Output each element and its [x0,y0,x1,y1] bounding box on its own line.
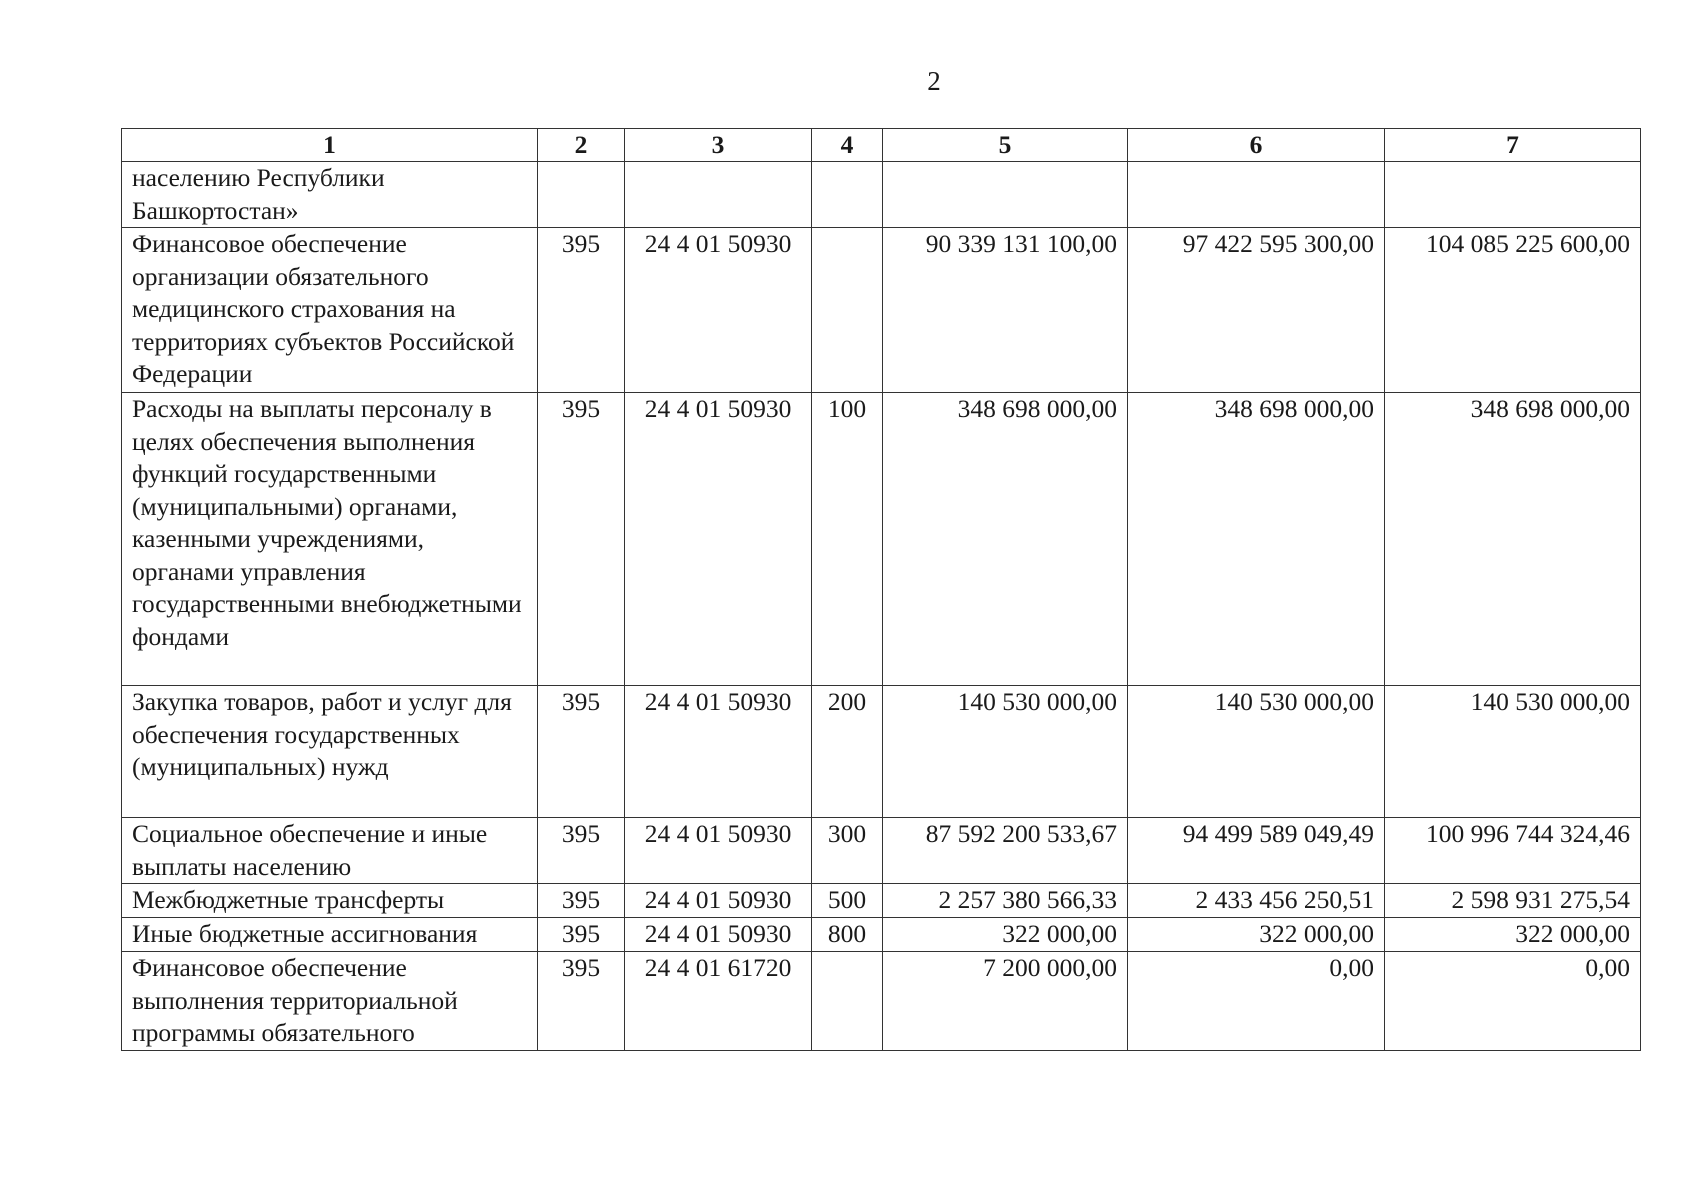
column-header-5: 5 [883,129,1128,162]
target-code-cell: 24 4 01 50930 [625,818,812,884]
expense-type-cell: 500 [812,884,883,918]
row-name-cell: Социальное обеспечение и иные выплаты населению [122,818,538,884]
column-header-2: 2 [538,129,625,162]
column-header-1: 1 [122,129,538,162]
amount-col5-cell: 7 200 000,00 [883,952,1128,1051]
amount-col5-cell [883,162,1128,228]
target-code-cell: 24 4 01 50930 [625,393,812,686]
amount-col6-cell: 348 698 000,00 [1128,393,1385,686]
table-row [122,952,1641,1051]
admin-code-cell: 395 [538,818,625,884]
table-row [122,686,1641,818]
admin-code-cell: 395 [538,228,625,393]
admin-code-cell: 395 [538,918,625,952]
target-code-cell [625,162,812,228]
amount-col5-cell: 2 257 380 566,33 [883,884,1128,918]
row-name-cell: Иные бюджетные ассигнования [122,918,538,952]
page-number: 2 [927,66,941,96]
column-header-4: 4 [812,129,883,162]
table-row [122,884,1641,918]
row-name-cell: Финансовое обеспечение организации обязательного медицинского страхования на территориях субъектов Российской Федерации [122,228,538,393]
amount-col6-cell: 140 530 000,00 [1128,686,1385,818]
amount-col7-cell: 348 698 000,00 [1385,393,1641,686]
row-name-cell: населению Республики Башкортостан» [122,162,538,228]
target-code-cell: 24 4 01 50930 [625,884,812,918]
amount-col6-cell [1128,162,1385,228]
amount-col5-cell: 348 698 000,00 [883,393,1128,686]
expense-type-cell: 200 [812,686,883,818]
amount-col6-cell: 0,00 [1128,952,1385,1051]
table-row [122,818,1641,884]
row-name-cell: Закупка товаров, работ и услуг для обеспечения государственных (муниципальных) нужд [122,686,538,818]
amount-col6-cell: 94 499 589 049,49 [1128,818,1385,884]
column-header-7: 7 [1385,129,1641,162]
expense-type-cell [812,952,883,1051]
target-code-cell: 24 4 01 50930 [625,228,812,393]
row-name-cell: Финансовое обеспечение выполнения территориальной программы обязательного [122,952,538,1051]
admin-code-cell: 395 [538,393,625,686]
amount-col5-cell: 90 339 131 100,00 [883,228,1128,393]
row-name-cell: Расходы на выплаты персоналу в целях обеспечения выполнения функций государственными (муниципальными) органами, казенными учреждениями, органами управления государственными внебюджетными фондами [122,393,538,686]
amount-col6-cell: 97 422 595 300,00 [1128,228,1385,393]
amount-col7-cell: 140 530 000,00 [1385,686,1641,818]
amount-col7-cell: 104 085 225 600,00 [1385,228,1641,393]
amount-col5-cell: 322 000,00 [883,918,1128,952]
table-row [122,162,1641,228]
amount-col7-cell: 0,00 [1385,952,1641,1051]
target-code-cell: 24 4 01 50930 [625,918,812,952]
table-row [122,228,1641,393]
admin-code-cell [538,162,625,228]
row-name-cell: Межбюджетные трансферты [122,884,538,918]
amount-col7-cell: 100 996 744 324,46 [1385,818,1641,884]
target-code-cell: 24 4 01 50930 [625,686,812,818]
expense-type-cell: 300 [812,818,883,884]
amount-col5-cell: 140 530 000,00 [883,686,1128,818]
budget-table [121,128,1641,1051]
column-header-6: 6 [1128,129,1385,162]
column-header-3: 3 [625,129,812,162]
amount-col7-cell [1385,162,1641,228]
amount-col7-cell: 322 000,00 [1385,918,1641,952]
table-row [122,918,1641,952]
amount-col7-cell: 2 598 931 275,54 [1385,884,1641,918]
table-header-row [122,129,1641,162]
expense-type-cell: 800 [812,918,883,952]
admin-code-cell: 395 [538,952,625,1051]
expense-type-cell [812,162,883,228]
target-code-cell: 24 4 01 61720 [625,952,812,1051]
expense-type-cell [812,228,883,393]
expense-type-cell: 100 [812,393,883,686]
table-row [122,393,1641,686]
amount-col6-cell: 322 000,00 [1128,918,1385,952]
admin-code-cell: 395 [538,686,625,818]
amount-col5-cell: 87 592 200 533,67 [883,818,1128,884]
admin-code-cell: 395 [538,884,625,918]
amount-col6-cell: 2 433 456 250,51 [1128,884,1385,918]
